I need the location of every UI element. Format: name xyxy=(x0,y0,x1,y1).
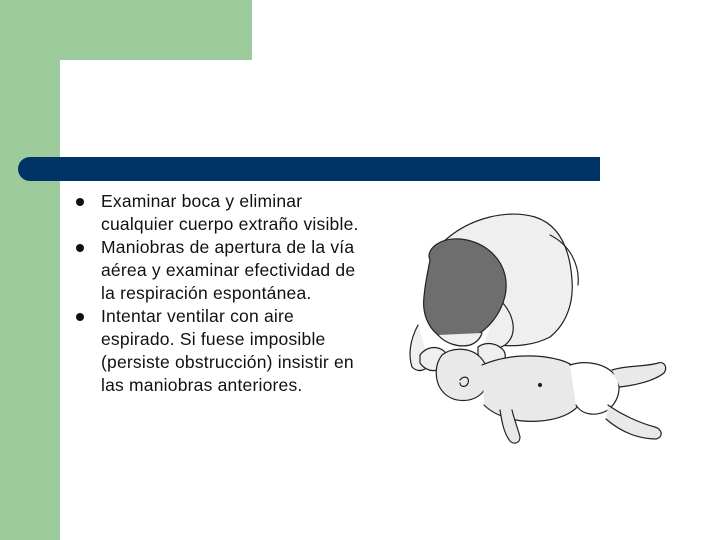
infant-body xyxy=(482,356,584,422)
bullet-item xyxy=(76,236,366,305)
infant-navel xyxy=(539,384,542,387)
rescuer-face xyxy=(438,333,482,346)
infant-leg-upper xyxy=(612,363,666,387)
top-accent-block xyxy=(0,0,252,60)
bullet-text: Intentar ventilar con aire espirado. Si fuese imposible (persiste obstrucción) insistir en las maniobras anteriores. xyxy=(101,306,354,395)
bullet-dot-icon xyxy=(76,198,84,206)
bullet-item xyxy=(76,190,366,236)
rescuer-ventilating-infant-illustration xyxy=(400,205,670,465)
infant-head xyxy=(436,349,488,400)
bullet-dot-icon xyxy=(76,244,84,252)
left-accent-bar xyxy=(0,0,60,540)
bullet-list xyxy=(76,190,366,397)
bullet-text: Examinar boca y eliminar cualquier cuerpo extraño visible. xyxy=(101,191,359,234)
title-bar xyxy=(18,157,600,181)
bullet-dot-icon xyxy=(76,313,84,321)
bullet-text: Maniobras de apertura de la vía aérea y examinar efectividad de la respiración espontánea. xyxy=(101,237,356,303)
content-corner-curve xyxy=(60,60,90,90)
infant-leg-lower xyxy=(606,405,661,439)
bullet-item xyxy=(76,305,366,397)
